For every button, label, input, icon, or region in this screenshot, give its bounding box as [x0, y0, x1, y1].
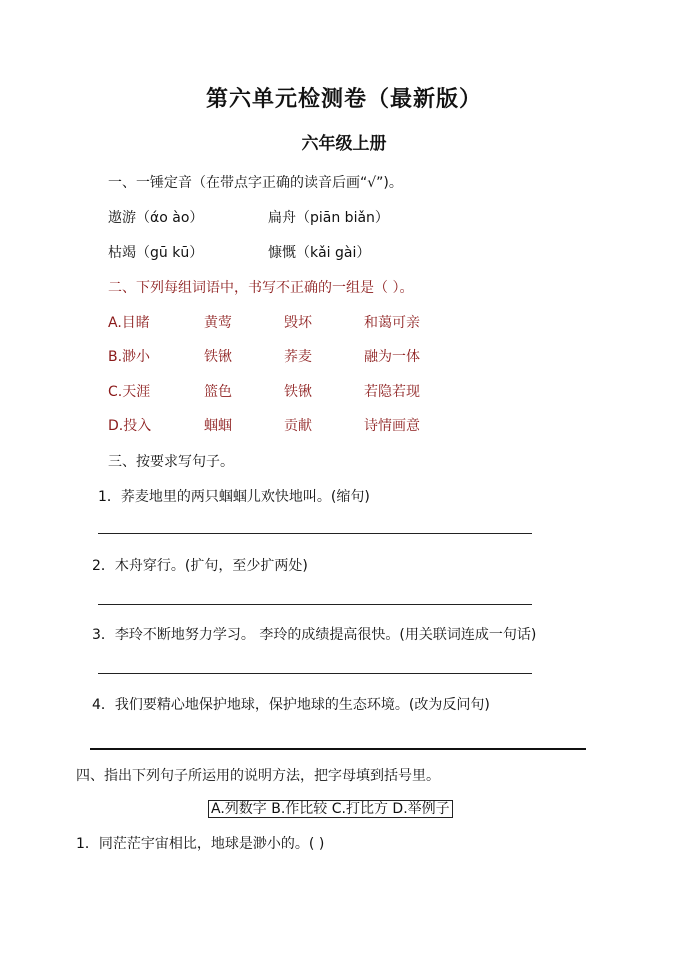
word: 黄莺 — [204, 315, 232, 331]
word: 诗情画意 — [364, 418, 420, 434]
word: 荞麦 — [284, 349, 312, 365]
section-1-heading: 一、一锤定音（在带点字正确的读音后画“√”)。 — [108, 175, 403, 191]
answer-line[interactable] — [98, 673, 532, 674]
sec1-item: 慷慨（kǎi gài） — [268, 245, 371, 261]
word: 篮色 — [204, 384, 232, 400]
method-options: A.列数字 B.作比较 C.打比方 D.举例子 — [208, 800, 453, 818]
page-subtitle: 六年级上册 — [301, 134, 387, 154]
option-label: B.渺小 — [108, 349, 151, 365]
answer-line[interactable] — [90, 748, 586, 750]
word: 铁锹 — [204, 349, 232, 365]
option-label: D.投入 — [108, 418, 152, 434]
sec1-item: 遨游（άo ào） — [108, 210, 204, 226]
word: 铁锹 — [284, 384, 312, 400]
word: 融为一体 — [364, 349, 420, 365]
sec1-item: 扁舟（piān biǎn） — [268, 210, 389, 226]
section-4-heading: 四、指出下列句子所运用的说明方法，把字母填到括号里。 — [76, 768, 440, 784]
page-title: 第六单元检测卷（最新版） — [205, 87, 482, 112]
answer-line[interactable] — [98, 533, 532, 534]
option-label: C.天涯 — [108, 384, 151, 400]
section-3-heading: 三、按要求写句子。 — [108, 454, 234, 470]
question-3: 3．李玲不断地努力学习。 李玲的成绩提高很快。(用关联词连成一句话) — [92, 627, 537, 643]
question-4-1: 1．同茫茫宇宙相比，地球是渺小的。( ) — [76, 836, 325, 852]
option-label: A.目睹 — [108, 315, 150, 331]
section-2-heading: 二、下列每组词语中，书写不正确的一组是（ ）。 — [108, 280, 414, 296]
answer-line[interactable] — [98, 604, 532, 605]
question-4: 4．我们要精心地保护地球，保护地球的生态环境。(改为反问句) — [92, 697, 490, 713]
word: 贡献 — [284, 418, 312, 434]
word: 若隐若现 — [364, 384, 420, 400]
word: 和蔼可亲 — [364, 315, 420, 331]
question-2: 2．木舟穿行。(扩句，至少扩两处) — [92, 558, 308, 574]
question-1: 1．荞麦地里的两只蝈蝈儿欢快地叫。(缩句) — [98, 489, 370, 505]
word: 蝈蝈 — [204, 418, 232, 434]
word: 毁坏 — [284, 315, 312, 331]
sec1-item: 枯竭（gū kū） — [108, 245, 204, 261]
